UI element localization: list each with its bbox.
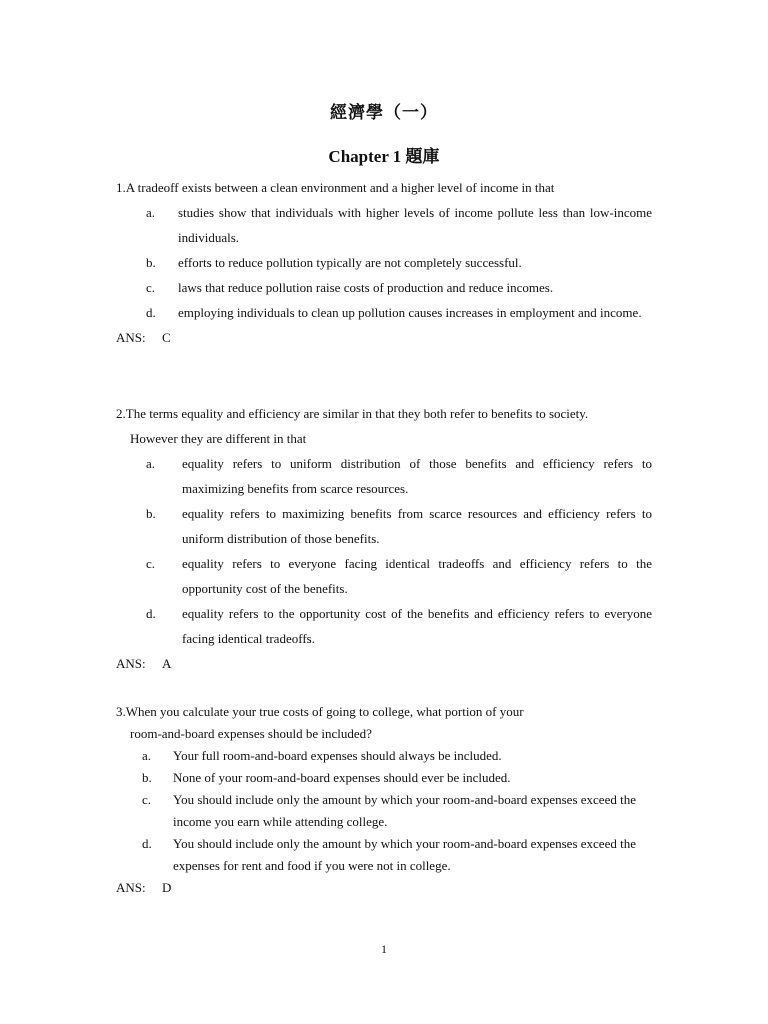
option-text: You should include only the amount by which your room-and-board expenses exceed the income you earn while attending college. xyxy=(173,792,636,829)
option-letter: a. xyxy=(142,748,152,763)
option-text: equality refers to everyone facing identical tradeoffs and efficiency refers to the opportunity cost of the benefits. xyxy=(182,556,652,596)
option-d xyxy=(116,300,652,325)
document-title: 經濟學（一） xyxy=(330,103,438,122)
option-letter: c. xyxy=(146,280,156,295)
question-stem xyxy=(116,401,652,451)
question-stem-continuation: room-and-board expenses should be included? xyxy=(130,726,372,741)
answer-line xyxy=(116,651,652,676)
option-text: Your full room-and-board expenses should always be included. xyxy=(173,748,502,763)
option-letter: a. xyxy=(146,205,156,220)
option-text: laws that reduce pollution raise costs of production and reduce incomes. xyxy=(178,280,554,295)
answer-label: ANS: xyxy=(116,656,146,671)
option-c xyxy=(116,551,652,601)
answer-line xyxy=(116,877,652,899)
option-letter: d. xyxy=(146,305,156,320)
answer-label: ANS: xyxy=(116,330,146,345)
option-text: equality refers to the opportunity cost of the benefits and efficiency refers to everyone facing identical tradeoffs. xyxy=(182,606,652,646)
option-d xyxy=(116,833,652,877)
question-1 xyxy=(116,175,652,350)
option-letter: d. xyxy=(146,606,156,621)
option-letter: c. xyxy=(142,792,152,807)
question-2 xyxy=(116,401,652,676)
option-text: None of your room-and-board expenses should ever be included. xyxy=(173,770,511,785)
option-letter: b. xyxy=(142,770,152,785)
option-b xyxy=(116,767,652,789)
option-letter: c. xyxy=(146,556,156,571)
option-c xyxy=(116,275,652,300)
option-letter: d. xyxy=(142,836,152,851)
option-text: equality refers to uniform distribution of those benefits and efficiency refers to maximizing benefits from scarce resources. xyxy=(182,456,652,496)
answer-value: C xyxy=(162,330,171,345)
question-stem-line: 3.When you calculate your true costs of going to college, what portion of your xyxy=(116,704,524,719)
option-a xyxy=(116,200,652,250)
option-c xyxy=(116,789,652,833)
answer-line xyxy=(116,325,652,350)
option-a xyxy=(116,745,652,767)
option-d xyxy=(116,601,652,651)
question-stem xyxy=(116,701,652,745)
question-stem-line: 1.A tradeoff exists between a clean environment and a higher level of income in that xyxy=(116,180,555,195)
option-b xyxy=(116,501,652,551)
option-letter: b. xyxy=(146,255,156,270)
question-stem-line: 2.The terms equality and efficiency are similar in that they both refer to benefits to society. xyxy=(116,406,589,421)
option-text: employing individuals to clean up pollution causes increases in employment and income. xyxy=(178,305,642,320)
option-a xyxy=(116,451,652,501)
option-text: equality refers to maximizing benefits from scarce resources and efficiency refers to uniform distribution of those benefits. xyxy=(182,506,652,546)
option-b xyxy=(116,250,652,275)
question-stem-continuation: However they are different in that xyxy=(130,431,307,446)
option-text: studies show that individuals with higher levels of income pollute less than low-income individuals. xyxy=(178,205,652,245)
page-number: 1 xyxy=(381,942,387,956)
question-stem xyxy=(116,175,652,200)
document-subtitle: Chapter 1 題庫 xyxy=(328,147,440,166)
answer-label: ANS: xyxy=(116,880,146,895)
answer-value: D xyxy=(162,880,172,895)
option-text: You should include only the amount by which your room-and-board expenses exceed the expenses for rent and food if you were not in college. xyxy=(173,836,636,873)
answer-value: A xyxy=(162,656,172,671)
option-letter: a. xyxy=(146,456,156,471)
option-letter: b. xyxy=(146,506,156,521)
option-text: efforts to reduce pollution typically are not completely successful. xyxy=(178,255,522,270)
question-3 xyxy=(116,701,652,899)
